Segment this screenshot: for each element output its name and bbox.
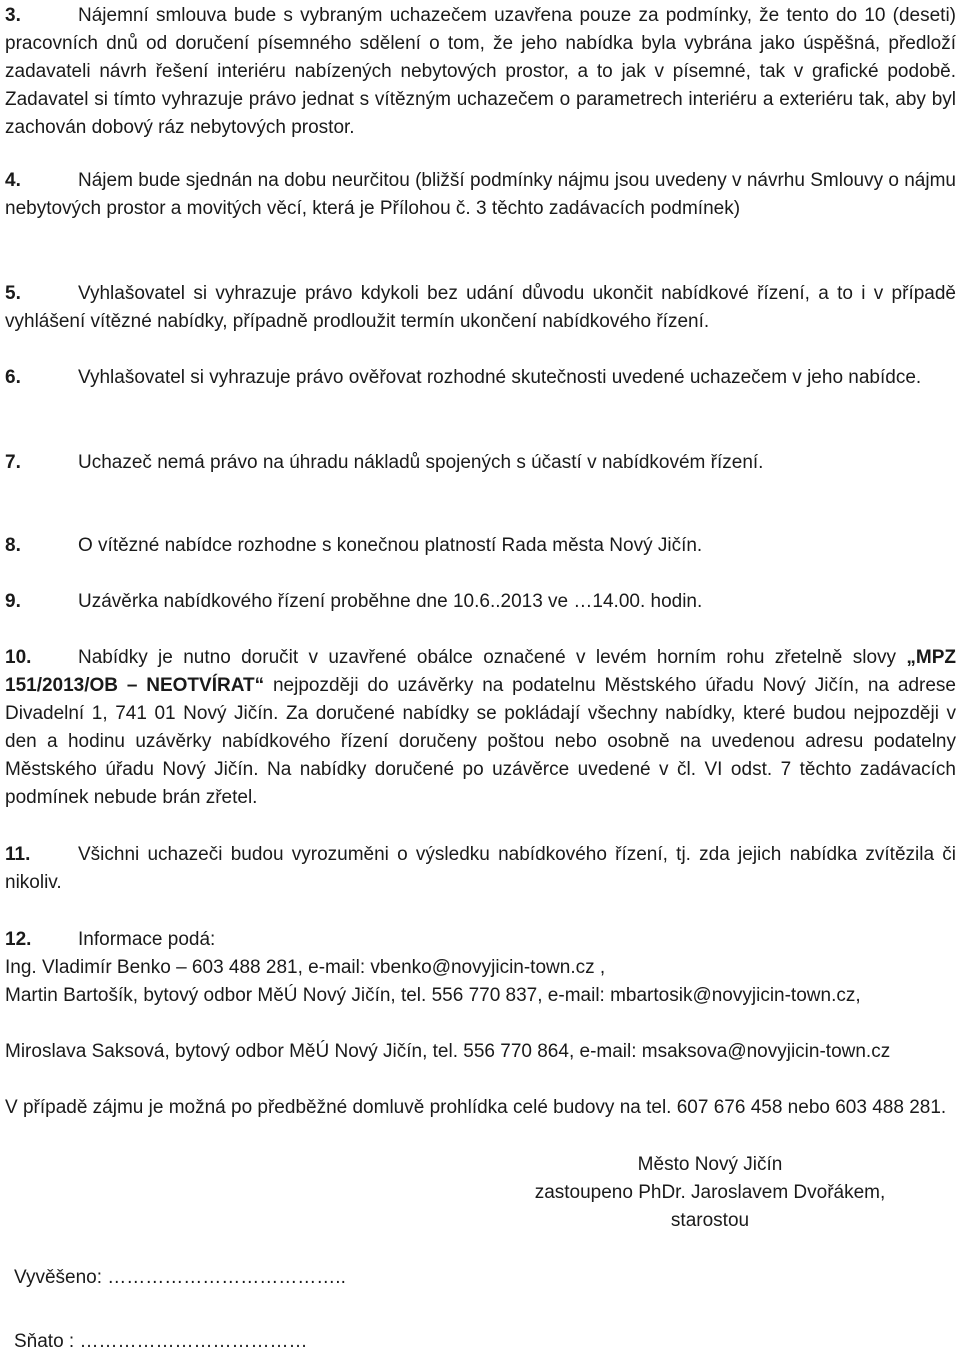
viewing-text: V případě zájmu je možná po předběžné domluvě prohlídka celé budovy na tel. 607 676 458 nebo 603 488 281. [5,1097,947,1118]
item-number: 4. [5,170,21,191]
item-number: 6. [5,367,21,388]
paragraph-11 [5,841,956,897]
paragraph-3 [5,2,956,142]
contact-text: Martin Bartošík, bytový odbor MěÚ Nový Jičín, tel. 556 770 837, e-mail: mbartosik@novyjicin-town.cz, [5,985,861,1006]
paragraph-6 [5,364,956,392]
paragraph-10 [5,644,956,812]
contact-text: Ing. Vladimír Benko – 603 488 281, e-mail: vbenko@novyjicin-town.cz , [5,957,606,978]
posted-label: Vyvěšeno: ……………………………….. [14,1267,346,1288]
paragraph-12 [5,926,956,954]
paragraph-4 [5,167,956,223]
paragraph-text: Vyhlašovatel si vyhrazuje právo ověřovat rozhodné skutečnosti uvedené uchazečem v jeho nabídce. [78,367,922,388]
removed-label: Sňato : ……………………………… [14,1331,308,1352]
paragraph-text: Uchazeč nemá právo na úhradu nákladů spojených s účastí v nabídkovém řízení. [78,452,764,473]
signature-town: Město Nový Jičín [637,1154,783,1175]
item-number: 7. [5,452,21,473]
paragraph-text: Vyhlašovatel si vyhrazuje právo kdykoli bez udání důvodu ukončit nabídkové řízení, a to i v případě vyhlášení vítězné nabídky, případně prodloužit termín ukončení nabídkového řízení. [5,283,956,332]
paragraph-text: Informace podá: [78,929,216,950]
signature-representative: zastoupeno PhDr. Jaroslavem Dvořákem, [534,1182,886,1203]
envelope-marking: „MPZ 151/2013/OB – NEOTVÍRAT“ [5,647,957,696]
contact-text: Miroslava Saksová, bytový odbor MěÚ Nový Jičín, tel. 556 770 864, e-mail: msaksova@novyjicin-town.cz [5,1041,891,1062]
paragraph-text: Všichni uchazeči budou vyrozuměni o výsledku nabídkového řízení, tj. zda jejich nabídka zvítězila či nikoliv. [5,844,956,893]
paragraph-text: Uzávěrka nabídkového řízení proběhne dne 10.6..2013 ve …14.00. hodin. [78,591,703,612]
signature-block [490,1151,930,1235]
paragraph-text-before: Nabídky je nutno doručit v uzavřené obálce označené v levém horním rohu zřetelně slovy [78,647,897,668]
item-number: 3. [5,5,21,26]
paragraph-7 [5,449,956,477]
paragraph-text: Nájem bude sjednán na dobu neurčitou (bližší podmínky nájmu jsou uvedeny v návrhu Smlouvy o nájmu nebytových prostor a movitých věcí, která je Přílohou č. 3 těchto zadávacích podmínek) [5,170,956,219]
signature-title: starostou [670,1210,750,1231]
paragraph-text-after: nejpozději do uzávěrky na podatelnu Městského úřadu Nový Jičín, na adrese Divadelní 1, 741 01 Nový Jičín. Za doručené nabídky se pokládají všechny nabídky, které budou nejpozději v den a hodinu uzávěrky nabídkového řízení doručeny poštou nebo osobně na uvedenou adresu podatelny Městského úřadu Nový Jičín. Na nabídky doručené po uzávěrce uvedené v čl. VI odst. 7 těchto zadávacích podmínek nebude brán zřetel. [5,675,956,808]
contact-benko [5,954,956,982]
item-number: 8. [5,535,21,556]
item-number: 11. [5,844,31,865]
item-number: 10. [5,647,32,668]
paragraph-text: O vítězné nabídce rozhodne s konečnou platností Rada města Nový Jičín. [78,535,703,556]
paragraph-text: Nájemní smlouva bude s vybraným uchazečem uzavřena pouze za podmínky, že tento do 10 (deseti) pracovních dnů od doručení písemného sdělení o tom, že jeho nabídka byla vybrána jako úspěšná, předloží zadavateli návrh řešení interiéru nabízených nebytových prostor, a to jak v písemné, tak v grafické podobě. Zadavatel si tímto vyhrazuje právo jednat s vítězným uchazečem o parametrech interiéru a exteriéru tak, aby byl zachován dobový ráz nebytových prostor. [5,5,956,138]
item-number: 9. [5,591,21,612]
paragraph-9 [5,588,956,616]
item-number: 5. [5,283,21,304]
paragraph-8 [5,532,956,560]
viewing-info [5,1094,956,1122]
paragraph-5 [5,280,956,336]
contact-bartosik [5,982,956,1010]
item-number: 12. [5,929,32,950]
contact-saksova [5,1038,956,1066]
